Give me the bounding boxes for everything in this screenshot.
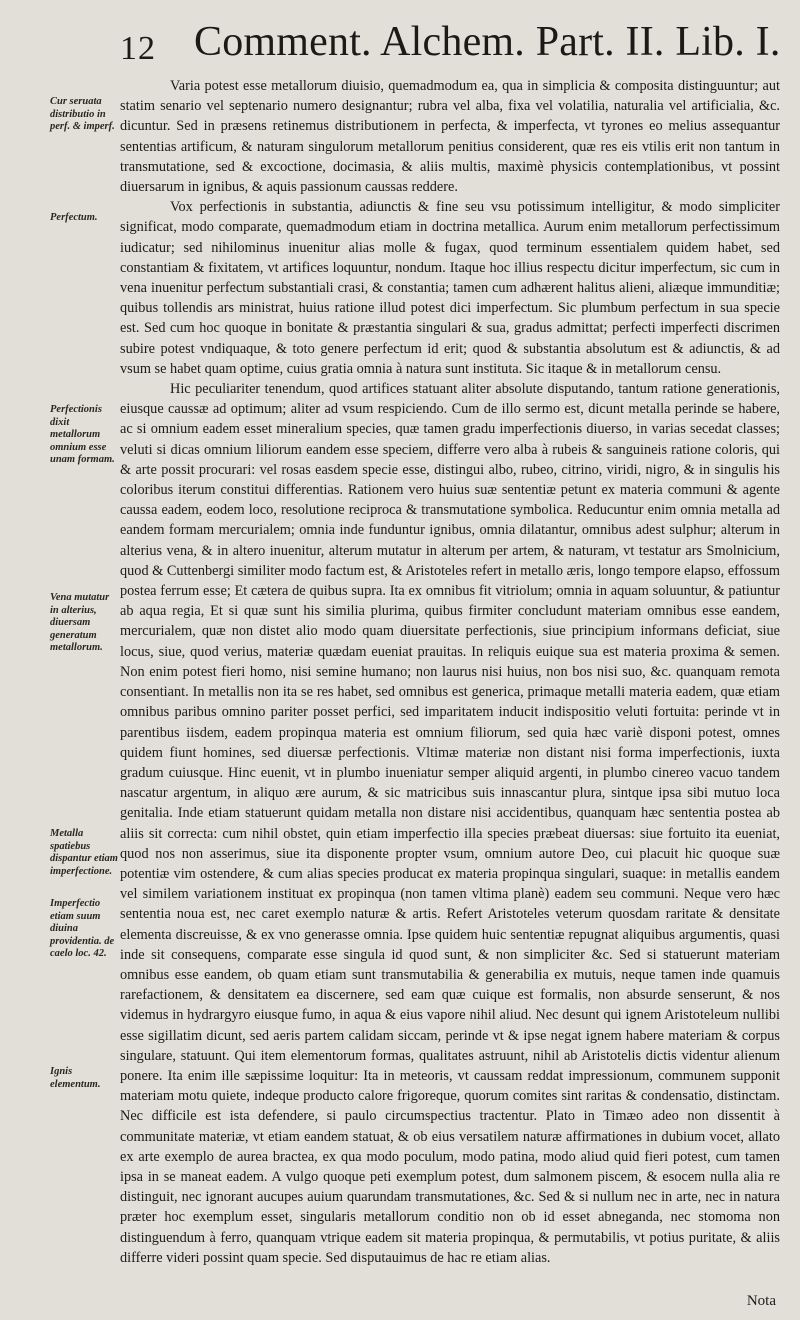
paragraph-perfection: Vox perfectionis in substantia, adiunctis & fine seu vsu potissimum intelligitur, & modo simpliciter significat, modo comparate, quemadmodum etiam in doctrina metallica. Aurum enim metallorum perfectissimum iudicatur; sed nihilominus inuenitur alias molle & fugax, quod terminum essentialem quidem habet, sed constantiam & fixitatem, vt artifices loquuntur, nondum. Itaque hoc illius respectu dicitur imperfectum, sic cum in vena inuenitur perfectum substantiali crasi, & constantia; tamen cum adhærent halitus alieni, aliæque immunditiæ; quibus tollendis ars ministrat, huius ratione illud potest dici imperfectum. Sic plumbum perfectum in sua specie est. Sed cum hoc quoque in bonitate & præstantia singulari & sua, gradus admittat; perfecti imperfecti discrimen subire potest vndiquaque, & toto genere perfectum id erit; quod & substantia absolutum est & adiunctis, & ad vsum se habet quam optime, cuius gratia omnia à natura sunt instituta. Sic itaque & in metallorum censu. bbox=[120, 199, 780, 377]
margin-note: Ignis elementum. bbox=[50, 1066, 101, 1090]
margin-note: Imperfectio etiam suum diuina providentia. de caelo loc. 42. bbox=[50, 898, 115, 959]
running-title: Comment. Alchem. Part. II. Lib. I. bbox=[194, 19, 781, 65]
margin-note: Metalla spatiebus dispantur etiam imperfectione. bbox=[50, 828, 118, 877]
margin-note: Cur seruata distributio in perf. & imperf. bbox=[50, 96, 115, 132]
body-text bbox=[120, 76, 780, 1268]
margin-note: Vena mutatur in alterius, diuersam generatum metallorum. bbox=[50, 592, 110, 653]
catchword: Nota bbox=[746, 1293, 776, 1309]
paragraph-generation: Hic peculiariter tenendum, quod artifices statuant aliter absolute disputando, tantum ratione generationis, eiusque caussæ ad optimum; aliter ad vsum respiciendo. Cum de illo sermo est, dicunt metalla perinde se habere, ac si omnium eadem esset mineralium species, quæ tamen gradu imperfectionis diuerso, in varias secedat classes; veluti si dicas omnium liliorum eandem esse speciem, differre vero alba à rubeis & sanguineis ratione coloris, qui & arte possit procurari: vel rosas easdem specie esse, distingui albo, rubeo, citrino, viridi, nigro, & in singulis his coloribus iterum constitui differentias. Rationem vero huius suæ sententiæ petunt ex materia communi & agente caussa eadem, eodem loco, resolutione reciproca & transmutatione symbolica. Reducuntur enim omnia metalla ad eandem formam mercurialem; omnia inde funduntur ignibus, omnia dilatantur, omnibus adest sulphur; alterum in alterius vena, & in altero inuenitur, alterum mutatur in alterum per artem, & naturam, vt testatur ars Smolnicium, quod & Cuttenbergi similiter modo factum est, & Aristoteles refert in metallo æris, longo tempore elapso, effossum postea ferrum esse; Et cætera de quibus supra. Ita ex omnibus fit vitriolum; omnia in aquam soluuntur, & patiuntur ab aqua regia, Et si quæ sunt his similia plurima, quibus firmiter concludunt materiam omnibus esse eandem, mercurialem, quæ non distet alio modo quam diuersitate perfectionis, siue principium informans deficiat, siue locus, siue, quod verius, materiæ quædam eueniat prauitas. In reliquis euique sua est materia proxima & semen. Non enim potest fieri homo, nisi semine humano; non laurus nisi huius, non bos nisi suo, &c. quanquam remota consentiant. In metallis non ita se res habet, sed omnibus est generica, primaque metalli materia eadem, quæ etiam omnibus paribus omnino pariter posset perfici, sed imparitatem inducit indispositio veluti fortuita: perinde vt in parentibus iisdem, eadem propinqua materia est omnium filiorum, sed quia hæc variè disponi potest, omnes quidem fiunt homines, sed diuersæ perfectionis. Vltimæ materiæ non distant nisi forma imperfectionis, iuxta gradum cuiusque. Hinc euenit, vt in plumbo inueniatur semper aliquid argenti, in plumbo cinereo vacuo tandem nascatur argentum, in aliquo ære aurum, & sic matricibus suis innascantur plura, sintque ipsa sibi mutuo loca genitalia. Inde etiam statuerunt quidam metalla non distare nisi accidentibus, quanquam hæc sententia postea ab aliis sit correcta: cum nihil obstet, quin etiam imperfectio illa species præbeat diuersas: siue fortuito ita eueniat, quod nos non asserimus, siue ita disponente propter vsum, omnium autore Deo, cui placuit hic quoque suæ potentiæ vim ostendere, & cum alias species producat ex materia propinqua singulari, suaque: in metallis eandem vel similem variationem instituat ex propinqua (non tamen vltima planè) eadem seu communi. Neque vero hæc sententia noua est, nec caret exemplo naturæ & artis. Refert Aristoteles veterum quosdam raritate & densitate elementa discreuisse, & ex vno generasse omnia. Ipse quidem huic sententiæ repugnat aliquibus argumentis, quasi inde sit consequens, comparate esse singula id quod sunt, & non simpliciter &c. Sed si statuerunt materiam omnibus esse eandem, ob quam etiam sunt transmutabilia & generabilia ex mutuis, neque tamen inde quamuis rarefactionem, & densitatem ea discernere, sed eam quæ cuique est formalis, non absurde senserunt, & nos videmus in hydrargyro eiusque fumo, in aqua & eius vapore nihil aliud. Nec desunt qui ignem Aristoteleum nullibi esse sigillatim dicunt, sed aeris partem calidam siccam, perinde vt & ipse negat ignem habere materiam & corpus singulare, statuunt. Qui item elementorum formas, qualitates astruunt, nihil ab Aristotelis dictis videntur alienum ponere. Ita enim ille sæpissime loquitur: Ita in meteoris, vt caussam reddat impressionum, communem supponit materiam motu quiete, indeque producto calore frigoreque, quorum comites sint raritas & condensatio, distinctam. Nec difficile est ista defendere, si paulo circumspectius tractentur. Plato in Timæo adeo non dissentit à communitate materiæ, vt etiam eandem statuat, & ob eius versatilem naturæ affirmationes in dubium vocet, allato ex arte exemplo de aurea bractea, ex qua modo poculum, modo patina, modo aliud quid fieri potest, cum tamen ipsa in se maneat eadem. A vulgo quoque peti exemplum potest, dum salmonem piscem, & esocem nulla alia re distinguit, nec ignorant aucupes auium quarundam transmutationes, &c. Sed & si nullum nec in arte, nec in natura præter hoc exemplum esset, singularis metallorum conditio non ob id esset abneganda, nec stomoma non distinguendum à ferro, quanquam vtrique eadem sit materia propinqua, & permutabilis, vt potius puritate, & aliis differre videri possint quam specie. Sed disputauimus de hac re etiam alias. bbox=[120, 381, 780, 1266]
margin-note: Perfectum. bbox=[50, 212, 98, 223]
page-header bbox=[110, 16, 780, 68]
margin-note: Perfectionis dixit metallorum omnium esse unam formam. bbox=[50, 404, 115, 465]
paragraph-division: Varia potest esse metallorum diuisio, quemadmodum ea, qua in simplicia & composita distinguuntur; aut statim senario vel septenario numero designantur; rubra vel alba, fixa vel volatilia, naturalia vel artificialia, &c. dicuntur. Sed in præsens retinemus distributionem in perfecta, & imperfecta, vt tyrones eo melius assequantur sententias artificum, & naturam singulorum metallorum penitius considerent, quæ res eis vtilis erit non tantum in transmutatione, sed & excoctione, docimasia, & aliis multis, maximè physicis contemplationibus, vt possint diuersarum in ignibus, & aquis passionum caussas reddere. bbox=[120, 78, 780, 196]
margin-notes-column bbox=[50, 0, 120, 1320]
page-number: 12 bbox=[120, 30, 156, 67]
